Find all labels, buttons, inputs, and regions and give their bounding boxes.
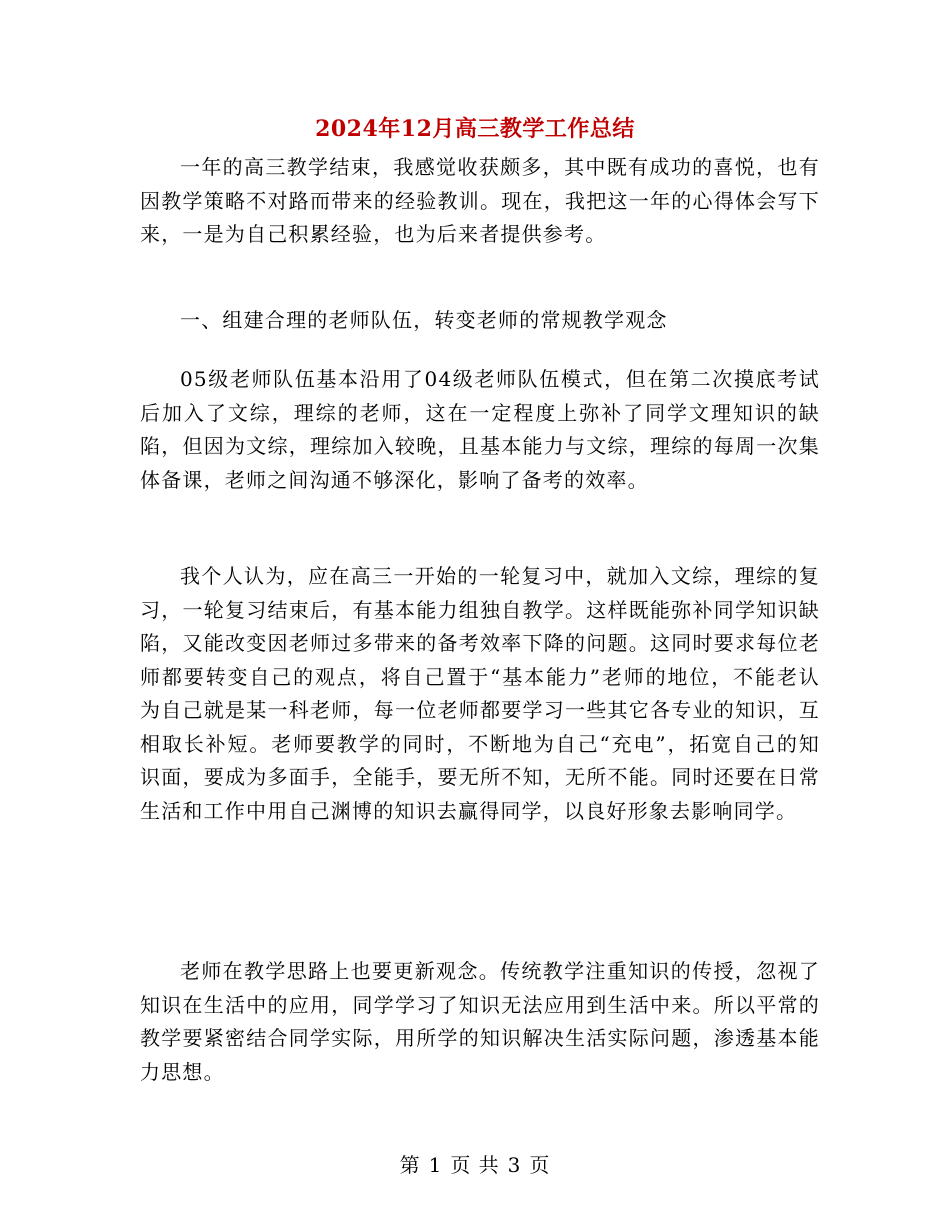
intro-paragraph bbox=[140, 151, 820, 252]
footer-prefix: 第 bbox=[399, 1153, 421, 1177]
page-footer bbox=[0, 1150, 950, 1180]
footer-suffix: 页 bbox=[529, 1153, 551, 1177]
section-1-heading: 一、组建合理的老师队伍，转变老师的常规教学观念 bbox=[180, 308, 668, 332]
document-title: 2024年12月高三教学工作总结 bbox=[315, 116, 635, 142]
thinking-paragraph bbox=[140, 955, 820, 1089]
opinion-text: 我个人认为，应在高三一开始的一轮复习中，就加入文综，理综的复习，一轮复习结束后，有基本能力组独自教学。这样既能弥补同学知识缺陷，又能改变因老师过多带来的备考效率下降的问题。这同时要求每位老师都要转变自己的观点，将自己置于“基本能力”老师的地位，不能老认为自己就是某一科老师，每一位老师都要学习一些其它各专业的知识，互相取长补短。老师要教学的同时，不断地为自己“充电”，拓宽自己的知识面，要成为多面手，全能手，要无所不知，无所不能。同时还要在日常生活和工作中用自己渊博的知识去赢得同学，以良好形象去影响同学。 bbox=[140, 564, 820, 823]
footer-page-total: 3 bbox=[507, 1153, 522, 1177]
team-text: 05级老师队伍基本沿用了04级老师队伍模式，但在第二次摸底考试后加入了文综，理综的老师，这在一定程度上弥补了同学文理知识的缺陷，但因为文综，理综加入较晚，且基本能力与文综，理综的每周一次集体备课，老师之间沟通不够深化，影响了备考的效率。 bbox=[140, 367, 820, 492]
opinion-paragraph bbox=[140, 560, 820, 828]
intro-text: 一年的高三教学结束，我感觉收获颇多，其中既有成功的喜悦，也有因教学策略不对路而带来的经验教训。现在，我把这一年的心得体会写下来，一是为自己积累经验，也为后来者提供参考。 bbox=[140, 155, 820, 246]
footer-page-number: 1 bbox=[428, 1153, 443, 1177]
thinking-text: 老师在教学思路上也要更新观念。传统教学注重知识的传授，忽视了知识在生活中的应用，同学学习了知识无法应用到生活中来。所以平常的教学要紧密结合同学实际，用所学的知识解决生活实际问题，渗透基本能力思想。 bbox=[140, 959, 820, 1084]
footer-mid: 页 共 bbox=[450, 1153, 500, 1177]
team-paragraph bbox=[140, 363, 820, 497]
